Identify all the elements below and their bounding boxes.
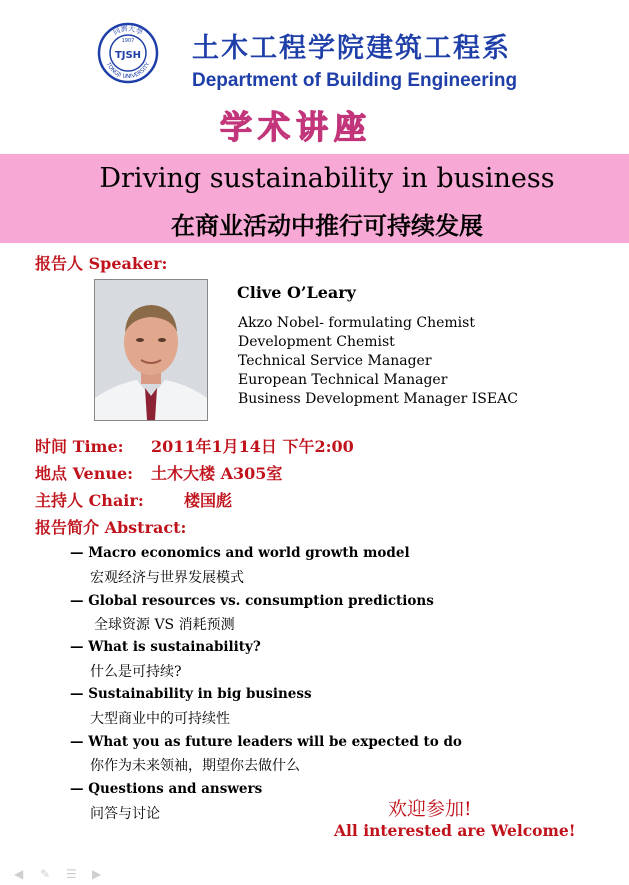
chair-value: 楼国彪 xyxy=(184,491,233,510)
abstract-item-cn: 大型商业中的可持续性 xyxy=(90,711,230,727)
logo-year: 1907 xyxy=(121,38,135,44)
abstract-item-cn: 宏观经济与世界发展模式 xyxy=(90,570,244,586)
venue-label: 地点 Venue: xyxy=(35,464,134,483)
abstract-item-en: — What you as future leaders will be expected to do xyxy=(70,734,462,750)
logo-name: TONGJI UNIVERSITY xyxy=(104,61,152,81)
chair-label: 主持人 Chair: xyxy=(35,491,144,510)
university-logo xyxy=(97,22,159,84)
speaker-name: Clive O’Leary xyxy=(237,283,356,302)
abstract-item-cn: 问答与讨论 xyxy=(90,806,160,822)
talk-title-cn: 在商业活动中推行可持续发展 xyxy=(171,211,483,240)
abstract-item-en: — Sustainability in big business xyxy=(70,686,312,702)
speaker-role: Business Development Manager ISEAC xyxy=(238,391,518,407)
speaker-role: Development Chemist xyxy=(238,334,395,350)
abstract-item-en: — Global resources vs. consumption predictions xyxy=(70,593,434,609)
speaker-role: Akzo Nobel- formulating Chemist xyxy=(238,315,475,331)
speaker-role: Technical Service Manager xyxy=(238,353,432,369)
logo-mark: TJSH xyxy=(114,50,142,61)
next-icon[interactable]: ▶ xyxy=(92,867,102,881)
prev-icon[interactable]: ◀ xyxy=(14,867,24,881)
abstract-item-cn: 什么是可持续? xyxy=(90,664,182,680)
slide-controls xyxy=(14,869,106,879)
department-name-en: Department of Building Engineering xyxy=(192,70,518,91)
department-name-cn: 土木工程学院建筑工程系 xyxy=(192,33,511,64)
abstract-item-en: — Questions and answers xyxy=(70,781,263,797)
speaker-photo xyxy=(94,279,208,421)
talk-title-en: Driving sustainability in business xyxy=(99,163,555,194)
abstract-item-en: — What is sustainability? xyxy=(70,639,261,655)
logo-chars: 同濟大學 xyxy=(112,24,144,37)
lecture-heading: 学术讲座 xyxy=(220,108,373,146)
pen-icon[interactable]: ✎ xyxy=(40,867,51,881)
welcome-en: All interested are Welcome! xyxy=(334,821,576,840)
abstract-item-cn: 你作为未来领袖，期望你去做什么 xyxy=(90,758,300,774)
abstract-item-en: — Macro economics and world growth model xyxy=(70,545,410,561)
venue-value: 土木大楼 A305室 xyxy=(151,464,283,483)
speaker-role: European Technical Manager xyxy=(238,372,448,388)
abstract-label: 报告简介 Abstract: xyxy=(35,518,187,537)
welcome-cn: 欢迎参加! xyxy=(388,798,472,820)
abstract-item-cn: 全球资源 VS 消耗预测 xyxy=(94,617,235,633)
time-value: 2011年1月14日 下午2:00 xyxy=(151,437,354,456)
speaker-label: 报告人 Speaker: xyxy=(35,254,168,273)
menu-icon[interactable]: ☰ xyxy=(66,867,77,881)
time-label: 时间 Time: xyxy=(35,437,124,456)
